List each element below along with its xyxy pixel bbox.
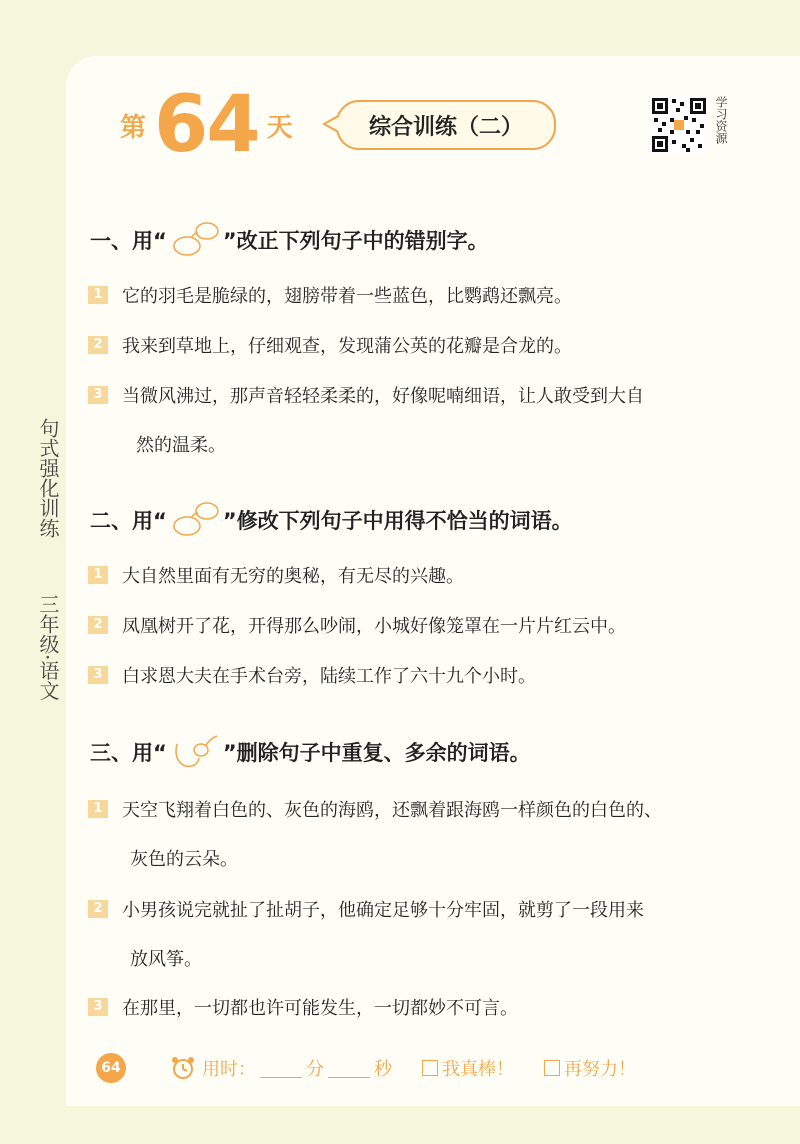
question-text: 我来到草地上，仔细观查，发现蒲公英的花瓣是合龙的。 — [122, 336, 572, 357]
question-item — [88, 332, 758, 358]
question-item — [88, 662, 758, 688]
section-3-suffix: ”删除句子中重复、多余的词语。 — [222, 741, 531, 765]
section-3-heading — [90, 734, 531, 770]
section-2-prefix: 二、用“ — [90, 509, 167, 533]
question-item — [88, 896, 758, 922]
day-suffix: 天 — [266, 112, 293, 143]
question-text: 天空飞翔着白色的、灰色的海鸥，还飘着跟海鸥一样颜色的白色的、 — [122, 800, 662, 821]
question-item — [88, 562, 758, 588]
question-number: 3 — [88, 998, 108, 1016]
question-item — [88, 282, 758, 308]
question-number: 1 — [88, 286, 108, 304]
question-text-continued: 灰色的云朵。 — [130, 849, 238, 870]
question-number: 2 — [88, 336, 108, 354]
side-label-topic: 句式强化训练 — [36, 418, 60, 538]
section-1-heading — [90, 222, 489, 258]
footer — [96, 1050, 736, 1086]
question-text: 凤凰树开了花，开得那么吵闹，小城好像笼罩在一片片红云中。 — [122, 616, 626, 637]
question-number: 1 — [88, 800, 108, 818]
time-label: 用时： — [202, 1059, 256, 1080]
section-2-heading — [90, 502, 573, 538]
page-number: 64 — [96, 1053, 126, 1083]
question-text: 它的羽毛是脆绿的，翅膀带着一些蓝色，比鹦鹉还飘亮。 — [122, 286, 572, 307]
insert-mark-icon — [167, 222, 223, 258]
question-item — [88, 994, 758, 1020]
qr-code-icon[interactable] — [650, 96, 708, 154]
minutes-blank[interactable] — [260, 1059, 302, 1078]
question-text: 白求恩大夫在手术台旁，陆续工作了六十九个小时。 — [122, 666, 536, 687]
alarm-clock-icon — [170, 1055, 196, 1081]
day-label — [120, 80, 293, 170]
day-prefix: 第 — [120, 112, 147, 143]
question-text: 当微风沸过，那声音轻轻柔柔的，好像呢喃细语，让人敢受到大自 — [122, 386, 644, 407]
seconds-label: 秒 — [374, 1059, 392, 1080]
section-3-prefix: 三、用“ — [90, 741, 167, 765]
section-1-suffix: ”改正下列句子中的错别字。 — [222, 229, 489, 253]
day-number: 64 — [154, 80, 259, 170]
try-harder-label: 再努力！ — [564, 1059, 636, 1080]
section-1-prefix: 一、用“ — [90, 229, 167, 253]
great-label: 我真棒！ — [442, 1059, 514, 1080]
checkbox-icon[interactable] — [422, 1060, 438, 1076]
title-bubble — [336, 100, 556, 150]
delete-mark-icon — [167, 734, 223, 770]
question-item — [88, 382, 758, 408]
seconds-blank[interactable] — [328, 1059, 370, 1078]
question-number: 2 — [88, 900, 108, 918]
question-text: 在那里，一切都也许可能发生，一切都妙不可言。 — [122, 998, 518, 1019]
question-number: 2 — [88, 616, 108, 634]
question-text: 小男孩说完就扯了扯胡子，他确定足够十分牢固，就剪了一段用来 — [122, 900, 644, 921]
replace-mark-icon — [167, 502, 223, 538]
side-label-grade: 三年级·语文 — [36, 594, 60, 701]
page-title: 综合训练（二） — [368, 114, 523, 140]
qr-label: 学习资源 — [714, 96, 728, 144]
question-number: 3 — [88, 666, 108, 684]
question-text-continued: 然的温柔。 — [136, 435, 226, 456]
section-2-suffix: ”修改下列句子中用得不恰当的词语。 — [222, 509, 573, 533]
question-item — [88, 612, 758, 638]
question-number: 1 — [88, 566, 108, 584]
question-item — [88, 796, 758, 822]
minutes-label: 分 — [306, 1059, 324, 1080]
checkbox-icon[interactable] — [544, 1060, 560, 1076]
question-number: 3 — [88, 386, 108, 404]
question-text: 大自然里面有无穷的奥秘，有无尽的兴趣。 — [122, 566, 464, 587]
question-text-continued: 放风筝。 — [130, 949, 202, 970]
